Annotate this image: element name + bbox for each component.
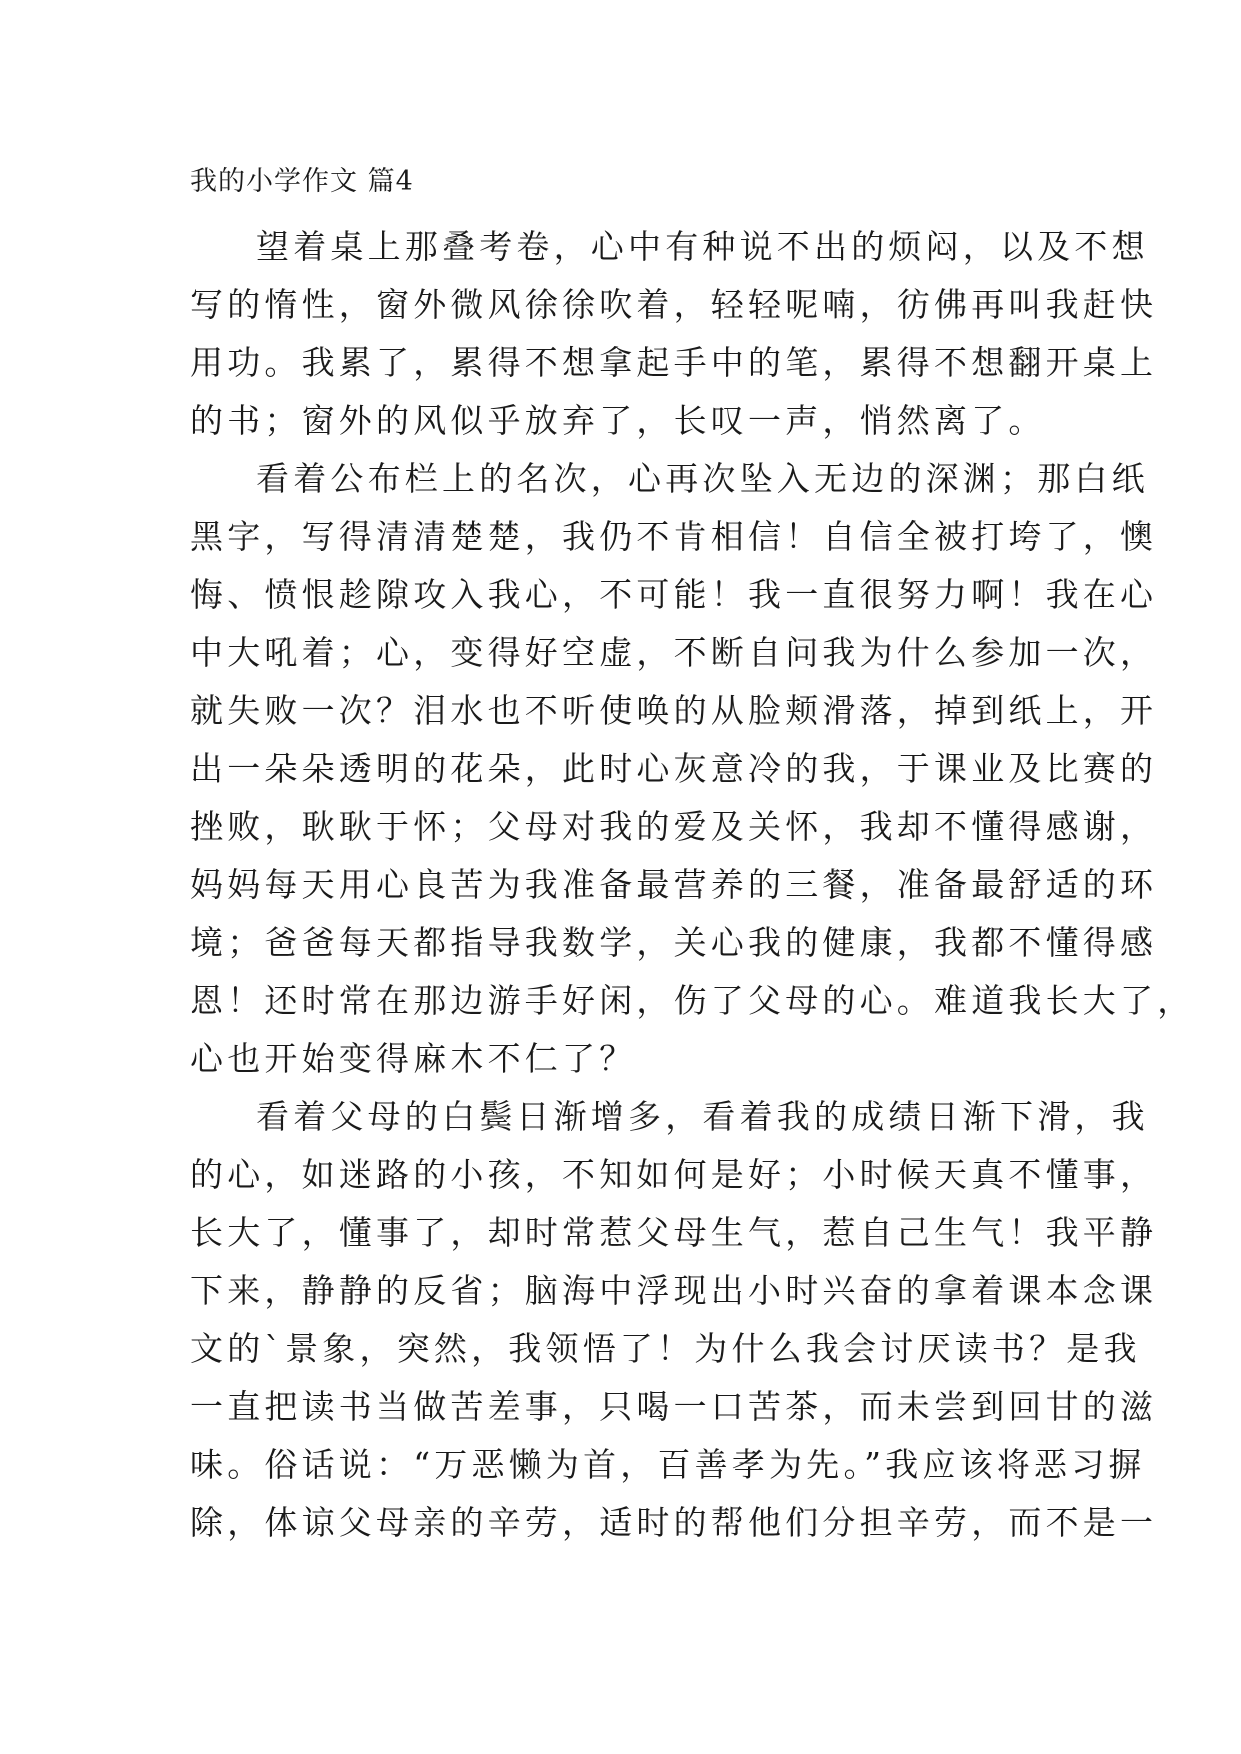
text-line: 心也开始变得麻木不仁了？ — [190, 1039, 637, 1078]
page-title: 我的小学作文 篇4 — [190, 166, 414, 197]
text-line: 除，体谅父母亲的辛劳，适时的帮他们分担辛劳，而不是一 — [190, 1503, 1158, 1542]
essay-body — [190, 218, 1195, 1552]
text-line: 中大吼着；心，变得好空虚，不断自问我为什么参加一次， — [190, 633, 1158, 672]
text-line: 黑字，写得清清楚楚，我仍不肯相信！自信全被打垮了，懊 — [190, 517, 1158, 556]
text-line: 看着父母的白鬓日渐增多，看着我的成绩日渐下滑，我 — [256, 1097, 1149, 1136]
text-line: 挫败，耿耿于怀；父母对我的爱及关怀，我却不懂得感谢， — [190, 807, 1158, 846]
text-line: 的心，如迷路的小孩，不知如何是好；小时候天真不懂事， — [190, 1155, 1158, 1194]
text-line: 恩！还时常在那边游手好闲，伤了父母的心。难道我长大了， — [190, 981, 1195, 1020]
text-line: 境；爸爸每天都指导我数学，关心我的健康，我都不懂得感 — [190, 923, 1158, 962]
text-line: 味。俗话说：“万恶懒为首，百善孝为先。”我应该将恶习摒 — [190, 1445, 1146, 1484]
text-line: 下来，静静的反省；脑海中浮现出小时兴奋的拿着课本念课 — [190, 1271, 1158, 1310]
text-line: 妈妈每天用心良苦为我准备最营养的三餐，准备最舒适的环 — [190, 865, 1158, 904]
text-line: 悔、愤恨趁隙攻入我心，不可能！我一直很努力啊！我在心 — [190, 575, 1158, 614]
text-line: 长大了，懂事了，却时常惹父母生气，惹自己生气！我平静 — [190, 1213, 1158, 1252]
text-line: 文的`景象，突然，我领悟了！为什么我会讨厌读书？是我 — [190, 1329, 1141, 1368]
text-line: 写的惰性，窗外微风徐徐吹着，轻轻呢喃，彷佛再叫我赶快 — [190, 285, 1158, 324]
text-line: 用功。我累了，累得不想拿起手中的笔，累得不想翻开桌上 — [190, 343, 1158, 382]
text-line: 的书；窗外的风似乎放弃了，长叹一声，悄然离了。 — [190, 401, 1046, 440]
text-line: 就失败一次？泪水也不听使唤的从脸颊滑落，掉到纸上，开 — [190, 691, 1158, 730]
text-line: 一直把读书当做苦差事，只喝一口苦茶，而未尝到回甘的滋 — [190, 1387, 1158, 1426]
text-line: 望着桌上那叠考卷，心中有种说不出的烦闷，以及不想 — [256, 227, 1149, 266]
text-line: 看着公布栏上的名次，心再次坠入无边的深渊；那白纸 — [256, 459, 1149, 498]
text-line: 出一朵朵透明的花朵，此时心灰意冷的我，于课业及比赛的 — [190, 749, 1158, 788]
